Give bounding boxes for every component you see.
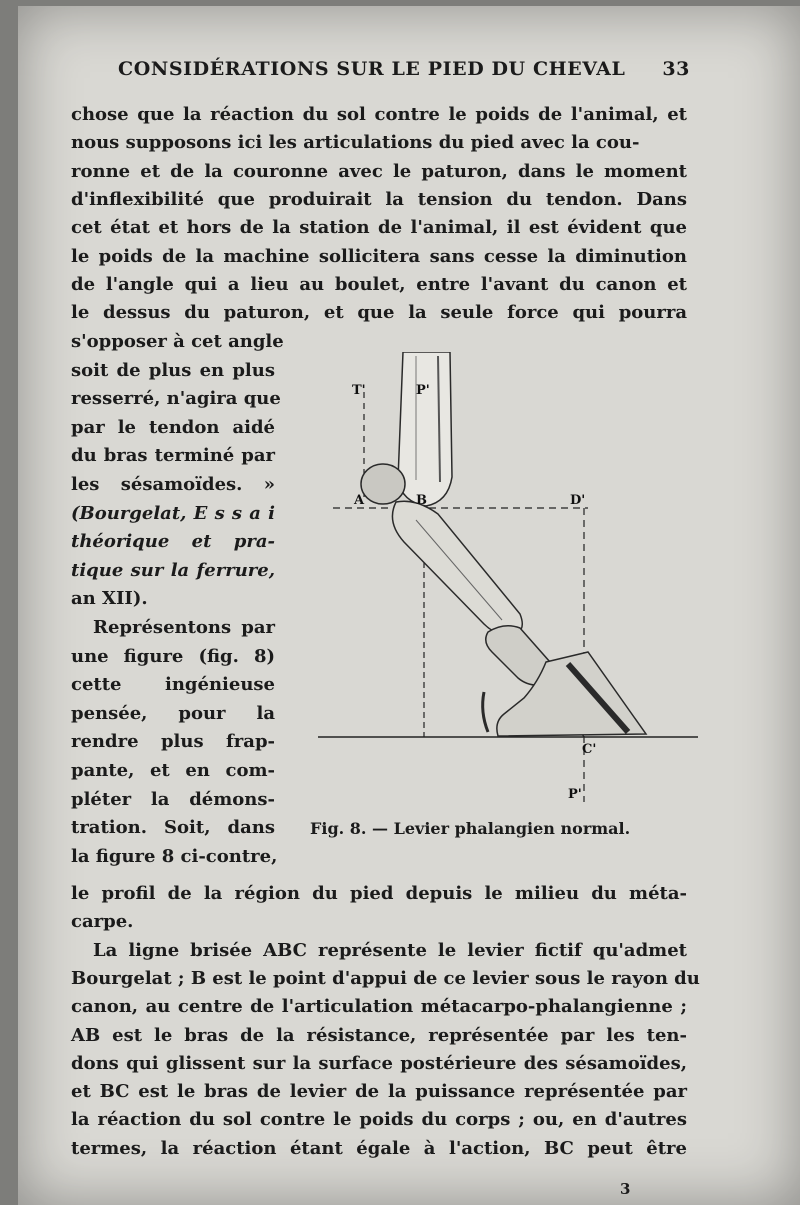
- label-b: B: [416, 493, 427, 508]
- book-page: [18, 6, 800, 1205]
- label-t: T': [352, 383, 366, 398]
- text-line: la réaction du sol contre le poids du corps ; ou, en d'autres: [71, 1109, 687, 1131]
- label-c: C': [582, 742, 597, 757]
- text-line: termes, la réaction étant égale à l'action, BC peut être: [71, 1137, 687, 1159]
- text-line: La ligne brisée ABC représente le levier fictif qu'admet: [93, 939, 687, 961]
- signature-mark: 3: [620, 1180, 631, 1198]
- text-line: une figure (fig. 8): [71, 645, 275, 667]
- text-line: carpe.: [71, 911, 134, 933]
- text-line: dons qui glissent sur la surface postérieure des sésamoïdes,: [71, 1052, 687, 1074]
- text-line: chose que la réaction du sol contre le poids de l'animal, et: [71, 104, 687, 125]
- text-line: canon, au centre de l'articulation métacarpo-phalangienne ;: [71, 996, 687, 1018]
- text-line: d'inflexibilité que produirait la tension du tendon. Dans: [71, 188, 687, 210]
- sesamoid-bone: [361, 464, 405, 504]
- text-line: cette ingénieuse: [71, 674, 275, 696]
- text-line: pante, et en com-: [71, 760, 275, 781]
- text-line: le dessus du paturon, et que la seule force qui pourra: [71, 302, 687, 324]
- text-line: soit de plus en plus: [71, 359, 275, 381]
- text-line: s'opposer à cet angle: [71, 331, 284, 352]
- text-line: AB est le bras de la résistance, représentée par les ten-: [71, 1024, 687, 1046]
- text-line: nous supposons ici les articulations du pied avec la cou-: [71, 132, 640, 154]
- header-page-number: 33: [662, 58, 690, 80]
- text-line: tique sur la ferrure,: [71, 559, 275, 581]
- text-line: du bras terminé par: [71, 445, 275, 467]
- cannon-bone: [398, 352, 452, 506]
- text-line: les sésamoïdes. »: [71, 474, 275, 495]
- header-title: CONSIDÉRATIONS SUR LE PIED DU CHEVAL: [118, 58, 626, 80]
- figure-caption: Fig. 8. — Levier phalangien normal.: [310, 819, 631, 838]
- text-line: tration. Soit, dans: [71, 817, 275, 839]
- text-line: de l'angle qui a lieu au boulet, entre l'avant du canon et: [71, 273, 687, 295]
- text-line: le poids de la machine sollicitera sans cesse la diminution: [71, 245, 687, 267]
- text-line: pléter la démons-: [71, 788, 275, 810]
- text-line: resserré, n'agira que: [71, 388, 281, 410]
- text-line: Bourgelat ; B est le point d'appui de ce levier sous le rayon du: [71, 967, 700, 989]
- text-line: an XII).: [71, 588, 148, 610]
- text-line: par le tendon aidé: [71, 416, 275, 438]
- label-a: A: [354, 493, 365, 508]
- label-p-top: P': [416, 383, 430, 398]
- text-line: le profil de la région du pied depuis le milieu du méta-: [71, 883, 687, 904]
- figure-8-diagram: [298, 352, 698, 822]
- text-line: théorique et pra-: [71, 531, 275, 553]
- text-line: pensée, pour la: [71, 702, 275, 724]
- text-line: (Bourgelat, E s s a i: [71, 502, 275, 524]
- label-p-bottom: P': [568, 787, 582, 802]
- text-line: cet état et hors de la station de l'animal, il est évident que: [71, 217, 687, 239]
- text-line: ronne et de la couronne avec le paturon, dans le moment: [71, 160, 687, 182]
- text-line: et BC est le bras de levier de la puissance représentée par: [71, 1081, 687, 1103]
- text-line: Représentons par: [93, 617, 275, 638]
- text-line: rendre plus frap-: [71, 731, 275, 753]
- text-line: la figure 8 ci-contre,: [71, 845, 278, 867]
- label-d: D': [570, 493, 586, 508]
